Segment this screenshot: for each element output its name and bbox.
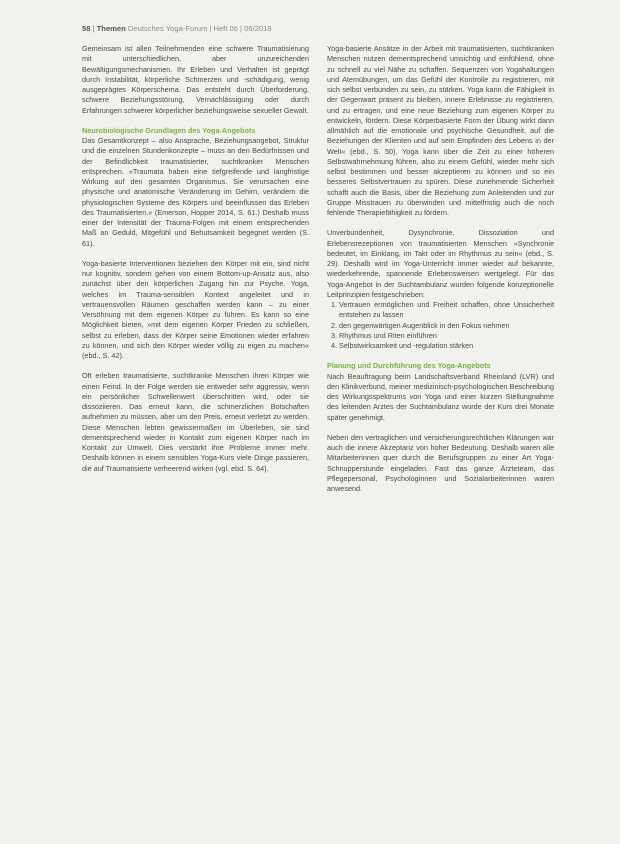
right-column <box>327 44 554 504</box>
header-separator: | <box>92 24 97 33</box>
publication-info: Deutsches Yoga-Forum | Heft 06 | 06/2018 <box>127 24 272 33</box>
section-heading: Planung und Durchführung des Yoga-Angebots <box>327 361 491 371</box>
paragraph: Neben den vertraglichen und versicherungsrechtlichen Klärungen war auch die innere Akzeptanz von hoher Bedeutung. Deshalb waren alle Mitarbeiterinnen quer durch die Berufsgruppen zu einer Art Yoga-Schnupperstunde eingeladen. Fast das ganze Ärzteteam, das Pflegepersonal, Psychologinnen und Sozialarbeiterinnen waren anwesend. <box>327 432 554 493</box>
paragraph: Das Gesamtkonzept – also Ansprache, Beziehungsangebot, Struktur und die einzelnen Stundenkonzepte – muss an den Bedürfnissen und der Befindlichkeit traumatisierter, suchtkranker Menschen entsprechen. »Traumata haben eine tiefgreifende und langfristige Wirkung auf den gesamten Organismus. Sie verursachen eine physische und anatomische Veränderung im Gehirn, verändern die physiologischen Systeme des Körpers und beeinflussen das Erleben des Traumatisierten.« (Emerson, Hopper 2014, S. 61.) Deshalb muss einer der Intensität der Trauma-Folgen mit einem entsprechenden Maß an Geduld, Mitgefühl und Behutsamkeit begegnet werden (S. 61). <box>82 136 309 248</box>
paragraph: Gemeinsam ist allen Teilnehmenden eine schwere Traumatisierung mit unterschiedlichen, aber unzureichenden Bewältigungsmechanismen. Ihr Erleben und Verhalten ist geprägt durch Instabilität, körperliche Schmerzen und -schädigung, wenig ausgeprägtes Körperschema. Das entsteht durch Überforderung, schwere Beziehungsstörung, Vernachlässigung oder durch Erfahrungen schwerer körperlicher beziehungsweise sexueller Gewalt. <box>82 44 309 115</box>
page-number: 58 <box>82 24 91 33</box>
paragraph: Oft erleben traumatisierte, suchtkranke Menschen ihren Körper wie einen Feind. In der Folge werden sie entweder sehr aggressiv, wenn ein persönlicher Schwellenwert überschritten wird, oder sie dissoziieren. Das erneut kann, die schmerzlichen Botschaften aufnehmen zu müssen, aber um den Preis, erneut verletzt zu werden. Diese Menschen lebten gewissermaßen im Überleben, sie sind dementsprechend wieder in Kontakt zum eigenen Körper nach im Kontakt zur Umwelt. Dies verstärkt ihre Probleme immer mehr. Deshalb können in einem sensiblen Yoga-Kurs viele Dinge passieren, die auf Traumatisierte verheerend wirken (vgl. ebd. S. 64). <box>82 371 309 473</box>
paragraph: Yoga-basierte Interventionen beziehen den Körper mit ein, sind nicht nur kognitiv, sondern gehen von einem Bottom-up-Ansatz aus, also zunächst über den körperlichen Zugang hin zur Psyche. Yoga, welches im Trauma-sensiblen Kontext angeleitet und in vertrauensvollen Räumen geschaffen werden kann – zu einer Versöhnung mit dem eigenen Körper zu führen. Es kann so eine Möglichkeit bieten, »mit dem eigenen Körper Frieden zu schließen, selbst zu erleben, dass der Körper seine Emotionen wieder erfahren zu können, und sich den Körper wieder völlig zu eigen zu machen« (ebd., S. 42). <box>82 258 309 360</box>
list-item: 1. Vertrauen ermöglichen und Freiheit schaffen, ohne Unsicherheit entstehen zu lassen <box>339 300 554 321</box>
paragraph: Nach Beauftragung beim Landschaftsverband Rheinland (LVR) und den Klinikverbund, meiner medizinisch-psychologischen Beschreibung des Wirkungsspektrums von Yoga und einer kurzen Stellungnahme des leitenden Arztes der Suchtambulanz wurde der Kurs drei Monate später genehmigt. <box>327 371 554 422</box>
list-item: 4. Selbstwirksamkeit und -regulation stärken <box>339 341 554 351</box>
principles-list <box>327 300 554 351</box>
section-name: Themen <box>96 24 126 33</box>
left-column <box>82 44 309 484</box>
paragraph: Yoga-basierte Ansätze in der Arbeit mit traumatisierten, suchtkranken Menschen nutzen dementsprechend umsichtig und einfühlend, ohne zu schnell zu viel Nähe zu schaffen. Sequenzen von Yogahaltungen und Atemübungen, um das Gefühl der Kontrolle zu registrieren, mit sich selbst verbunden zu sein, zu stärken. Yoga kann die Fähigkeit in der Gegenwart präsent zu bleiben, innere Erlebnisse zu registrieren, und zu ertragen, und eine neue Beziehung zum eigenen Körper zu entwickeln, fördern. Diese Körperbasierte Form der Übung wirkt dann allmählich auf die emotionale und psychische Gesundheit, auf die Beziehungen der Klienten und auf sein Empfinden des Lebens in der Welt« (ebd., S. 50). Yoga kann über die Zeit zu einer höheren Selbstwahrnehmung führen, also zu einem Gefühl, wieder mehr sich selbst bestimmen und besser akzeptieren zu können und so ein besseres Selbstvertrauen zu spüren. Diese zunehmende Sicherheit schafft auch die Basis, über die Beziehung zum Anleitenden und zur Gruppe Misstrauen zu überwinden und mittelfristig auch die noch fehlende Therapiefähigkeit zu fördern. <box>327 44 554 217</box>
list-item: 3. Rhythmus und Riten einführen <box>339 331 554 341</box>
paragraph: Unverbundenheit, Dysynchronie, Dissoziation und Erlebensrezeptionen von traumatisierten Menschen »Synchronie bedeutet, im Einklang, im Takt oder im Rhythmus zu sein« (ebd., S. 29). Deshalb wird im Yoga-Unterricht immer wieder auf bekannte, wiederkehrende, spannende Erlebensweisen wertgelegt. Für das Yoga-Angebot in der Suchtambulanz wurden folgende konzeptionelle Leitprinzipien festgeschrieben: <box>327 228 554 299</box>
page-header <box>82 24 272 33</box>
list-item: 2. den gegenwärtigen Augenblick in den Fokus nehmen <box>339 321 554 331</box>
section-heading: Neurobiologische Grundlagen des Yoga-Angebots <box>82 125 256 135</box>
